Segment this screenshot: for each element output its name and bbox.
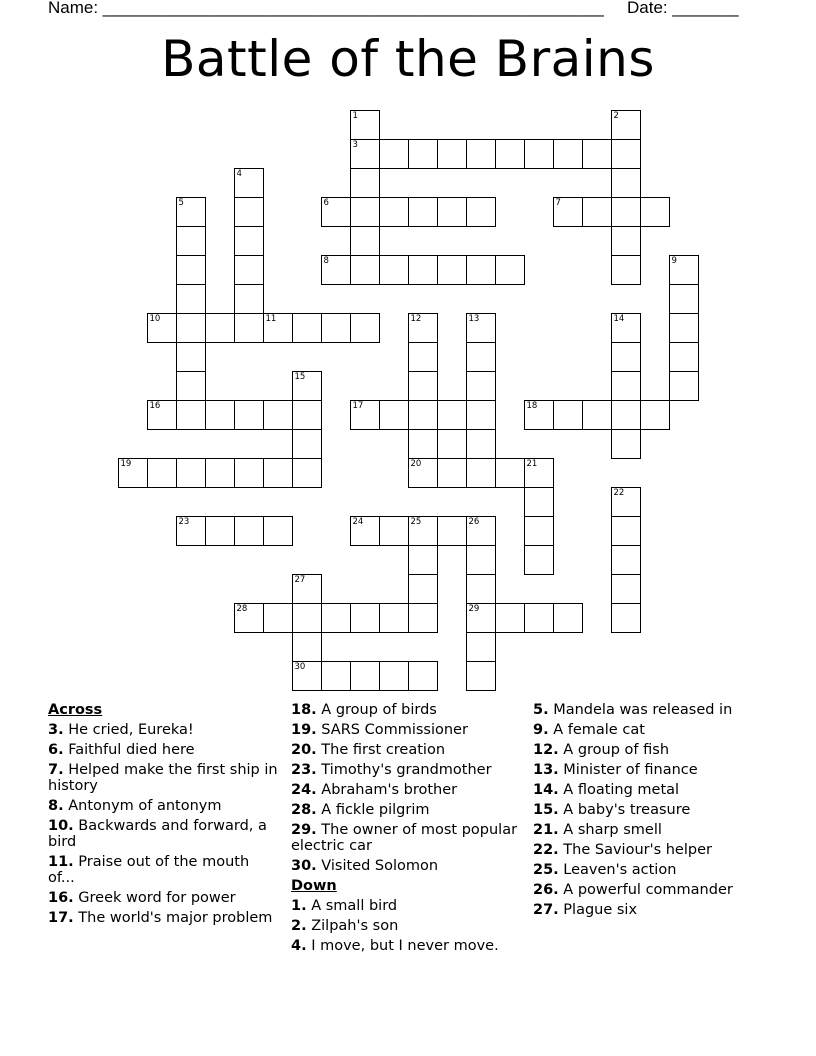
grid-cell[interactable] <box>408 371 438 401</box>
grid-cell[interactable] <box>118 458 148 488</box>
clue-across-10: 10. Backwards and forward, a bird <box>48 818 267 850</box>
grid-cell[interactable] <box>321 197 351 227</box>
grid-cell[interactable] <box>205 313 235 343</box>
grid-cell[interactable] <box>669 313 699 343</box>
page-title: Battle of the Brains <box>161 30 655 88</box>
grid-cell[interactable] <box>350 197 380 227</box>
clue-down-13: 13. Minister of finance <box>533 762 698 778</box>
grid-cell[interactable] <box>408 545 438 575</box>
clue-across-28: 28. A fickle pilgrim <box>291 802 430 818</box>
grid-cell[interactable] <box>611 168 641 198</box>
grid-cell[interactable] <box>350 226 380 256</box>
grid-cell[interactable] <box>263 516 293 546</box>
grid-cell[interactable] <box>611 545 641 575</box>
grid-cell[interactable] <box>466 574 496 604</box>
grid-cell[interactable] <box>611 487 641 517</box>
grid-cell[interactable] <box>611 516 641 546</box>
cell-number: 18 <box>526 400 538 411</box>
grid-cell[interactable] <box>292 429 322 459</box>
cell-number: 30 <box>294 661 306 672</box>
grid-cell[interactable] <box>321 313 351 343</box>
clue-column-2 <box>291 702 523 958</box>
clue-across-23: 23. Timothy's grandmother <box>291 762 492 778</box>
cell-number: 14 <box>613 313 625 324</box>
grid-cell[interactable] <box>234 284 264 314</box>
clue-down-2: 2. Zilpah's son <box>291 918 399 934</box>
grid-cell[interactable] <box>611 139 641 169</box>
grid-cell[interactable] <box>408 342 438 372</box>
grid-cell[interactable] <box>176 255 206 285</box>
grid-cell[interactable] <box>205 400 235 430</box>
grid-cell[interactable] <box>640 197 670 227</box>
grid-cell[interactable] <box>350 400 380 430</box>
grid-cell[interactable] <box>611 197 641 227</box>
grid-cell[interactable] <box>350 313 380 343</box>
cell-number: 3 <box>352 139 358 150</box>
grid-cell[interactable] <box>408 516 438 546</box>
grid-cell[interactable] <box>176 516 206 546</box>
cell-number: 27 <box>294 574 306 585</box>
grid-cell[interactable] <box>234 313 264 343</box>
grid-cell[interactable] <box>466 429 496 459</box>
grid-cell[interactable] <box>350 168 380 198</box>
clue-across-30: 30. Visited Solomon <box>291 858 439 874</box>
grid-cell[interactable] <box>524 458 554 488</box>
grid-cell[interactable] <box>466 400 496 430</box>
grid-cell[interactable] <box>263 603 293 633</box>
grid-cell[interactable] <box>466 371 496 401</box>
grid-cell[interactable] <box>176 458 206 488</box>
grid-cell[interactable] <box>611 574 641 604</box>
grid-cell[interactable] <box>263 400 293 430</box>
grid-cell[interactable] <box>524 139 554 169</box>
grid-cell[interactable] <box>408 603 438 633</box>
cell-number: 21 <box>526 458 538 469</box>
grid-cell[interactable] <box>321 661 351 691</box>
clue-across-6: 6. Faithful died here <box>48 742 195 758</box>
grid-cell[interactable] <box>524 400 554 430</box>
grid-cell[interactable] <box>466 661 496 691</box>
grid-cell[interactable] <box>292 632 322 662</box>
grid-cell[interactable] <box>350 139 380 169</box>
clue-across-20: 20. The first creation <box>291 742 446 758</box>
cell-number: 19 <box>120 458 132 469</box>
grid-cell[interactable] <box>553 139 583 169</box>
grid-cell[interactable] <box>292 313 322 343</box>
grid-cell[interactable] <box>437 197 467 227</box>
clue-across-8: 8. Antonym of antonym <box>48 798 222 814</box>
grid-cell[interactable] <box>408 458 438 488</box>
grid-cell[interactable] <box>234 255 264 285</box>
grid-cell[interactable] <box>234 226 264 256</box>
grid-cell[interactable] <box>147 313 177 343</box>
name-line[interactable]: Name: _____________________________________________________ <box>48 0 604 17</box>
cell-number: 15 <box>294 371 306 382</box>
grid-cell[interactable] <box>176 400 206 430</box>
grid-cell[interactable] <box>408 255 438 285</box>
grid-cell[interactable] <box>408 400 438 430</box>
grid-cell[interactable] <box>176 226 206 256</box>
grid-cell[interactable] <box>408 574 438 604</box>
grid-cell[interactable] <box>263 458 293 488</box>
clue-down-1: 1. A small bird <box>291 898 398 914</box>
cell-number: 22 <box>613 487 625 498</box>
grid-cell[interactable] <box>466 458 496 488</box>
grid-cell[interactable] <box>205 516 235 546</box>
clue-down-12: 12. A group of fish <box>533 742 670 758</box>
grid-cell[interactable] <box>234 197 264 227</box>
clue-across-29: 29. The owner of most popular electric car <box>291 822 518 854</box>
grid-cell[interactable] <box>292 603 322 633</box>
grid-cell[interactable] <box>669 255 699 285</box>
grid-cell[interactable] <box>408 139 438 169</box>
grid-cell[interactable] <box>147 458 177 488</box>
grid-cell[interactable] <box>292 574 322 604</box>
grid-cell[interactable] <box>292 400 322 430</box>
cell-number: 10 <box>149 313 161 324</box>
grid-cell[interactable] <box>582 400 612 430</box>
cell-number: 29 <box>468 603 480 614</box>
grid-cell[interactable] <box>466 632 496 662</box>
grid-cell[interactable] <box>292 661 322 691</box>
grid-cell[interactable] <box>611 603 641 633</box>
cell-number: 26 <box>468 516 480 527</box>
grid-cell[interactable] <box>553 400 583 430</box>
grid-cell[interactable] <box>379 603 409 633</box>
clue-column-3 <box>533 702 765 922</box>
grid-cell[interactable] <box>495 458 525 488</box>
grid-cell[interactable] <box>437 516 467 546</box>
clue-down-5: 5. Mandela was released in <box>533 702 733 718</box>
grid-cell[interactable] <box>379 139 409 169</box>
grid-cell[interactable] <box>350 603 380 633</box>
grid-cell[interactable] <box>263 313 293 343</box>
grid-cell[interactable] <box>350 110 380 140</box>
grid-cell[interactable] <box>582 197 612 227</box>
grid-cell[interactable] <box>176 284 206 314</box>
clue-across-7: 7. Helped make the first ship in history <box>48 762 278 794</box>
grid-cell[interactable] <box>466 342 496 372</box>
cell-number: 17 <box>352 400 364 411</box>
grid-cell[interactable] <box>611 342 641 372</box>
cell-number: 4 <box>236 168 242 179</box>
clue-down-15: 15. A baby's treasure <box>533 802 691 818</box>
cell-number: 13 <box>468 313 480 324</box>
grid-cell[interactable] <box>379 516 409 546</box>
grid-cell[interactable] <box>205 458 235 488</box>
clue-down-27: 27. Plague six <box>533 902 638 918</box>
grid-cell[interactable] <box>669 284 699 314</box>
cell-number: 9 <box>671 255 677 266</box>
date-line[interactable]: Date: _______ <box>627 0 739 17</box>
grid-cell[interactable] <box>176 313 206 343</box>
grid-cell[interactable] <box>176 371 206 401</box>
grid-cell[interactable] <box>466 197 496 227</box>
cell-number: 8 <box>323 255 329 266</box>
clue-across-17: 17. The world's major problem <box>48 910 273 926</box>
grid-cell[interactable] <box>234 458 264 488</box>
cell-number: 25 <box>410 516 422 527</box>
grid-cell[interactable] <box>408 197 438 227</box>
grid-cell[interactable] <box>292 458 322 488</box>
clue-down-9: 9. A female cat <box>533 722 645 738</box>
grid-cell[interactable] <box>495 255 525 285</box>
grid-cell[interactable] <box>611 226 641 256</box>
clue-across-18: 18. A group of birds <box>291 702 437 718</box>
grid-cell[interactable] <box>408 661 438 691</box>
grid-cell[interactable] <box>524 603 554 633</box>
cell-number: 1 <box>352 110 358 121</box>
grid-cell[interactable] <box>553 603 583 633</box>
clue-down-21: 21. A sharp smell <box>533 822 662 838</box>
cell-number: 7 <box>555 197 561 208</box>
grid-cell[interactable] <box>234 168 264 198</box>
grid-cell[interactable] <box>611 313 641 343</box>
clue-down-4: 4. I move, but I never move. <box>291 938 499 954</box>
grid-cell[interactable] <box>611 429 641 459</box>
cell-number: 23 <box>178 516 190 527</box>
grid-cell[interactable] <box>408 313 438 343</box>
grid-cell[interactable] <box>466 516 496 546</box>
grid-cell[interactable] <box>350 255 380 285</box>
cell-number: 24 <box>352 516 364 527</box>
grid-cell[interactable] <box>611 255 641 285</box>
clue-column-1 <box>48 702 280 930</box>
grid-cell[interactable] <box>408 429 438 459</box>
grid-cell[interactable] <box>437 400 467 430</box>
grid-cell[interactable] <box>466 255 496 285</box>
grid-cell[interactable] <box>234 400 264 430</box>
grid-cell[interactable] <box>524 516 554 546</box>
grid-cell[interactable] <box>234 603 264 633</box>
cell-number: 5 <box>178 197 184 208</box>
down-heading: Down <box>291 878 337 894</box>
grid-cell[interactable] <box>234 516 264 546</box>
grid-cell[interactable] <box>466 313 496 343</box>
grid-cell[interactable] <box>611 110 641 140</box>
grid-cell[interactable] <box>611 371 641 401</box>
grid-cell[interactable] <box>437 139 467 169</box>
cell-number: 11 <box>265 313 277 324</box>
grid-cell[interactable] <box>524 487 554 517</box>
grid-cell[interactable] <box>379 661 409 691</box>
grid-cell[interactable] <box>582 139 612 169</box>
clue-across-16: 16. Greek word for power <box>48 890 236 906</box>
grid-cell[interactable] <box>669 371 699 401</box>
grid-cell[interactable] <box>466 545 496 575</box>
grid-cell[interactable] <box>292 371 322 401</box>
grid-cell[interactable] <box>524 545 554 575</box>
cell-number: 6 <box>323 197 329 208</box>
grid-cell[interactable] <box>321 603 351 633</box>
cell-number: 28 <box>236 603 248 614</box>
grid-cell[interactable] <box>379 255 409 285</box>
grid-cell[interactable] <box>611 400 641 430</box>
grid-cell[interactable] <box>466 603 496 633</box>
clue-down-25: 25. Leaven's action <box>533 862 677 878</box>
grid-cell[interactable] <box>379 197 409 227</box>
grid-cell[interactable] <box>669 342 699 372</box>
grid-cell[interactable] <box>350 516 380 546</box>
cell-number: 16 <box>149 400 161 411</box>
cell-number: 12 <box>410 313 422 324</box>
grid-cell[interactable] <box>350 661 380 691</box>
clue-across-24: 24. Abraham's brother <box>291 782 458 798</box>
grid-cell[interactable] <box>176 197 206 227</box>
grid-cell[interactable] <box>495 603 525 633</box>
grid-cell[interactable] <box>379 400 409 430</box>
clue-across-3: 3. He cried, Eureka! <box>48 722 194 738</box>
clue-down-14: 14. A floating metal <box>533 782 680 798</box>
grid-cell[interactable] <box>640 400 670 430</box>
clue-down-26: 26. A powerful commander <box>533 882 733 898</box>
grid-cell[interactable] <box>176 342 206 372</box>
grid-cell[interactable] <box>437 458 467 488</box>
grid-cell[interactable] <box>495 139 525 169</box>
clue-across-11: 11. Praise out of the mouth of... <box>48 854 250 886</box>
grid-cell[interactable] <box>553 197 583 227</box>
grid-cell[interactable] <box>321 255 351 285</box>
grid-cell[interactable] <box>147 400 177 430</box>
grid-cell[interactable] <box>437 255 467 285</box>
cell-number: 2 <box>613 110 619 121</box>
grid-cell[interactable] <box>466 139 496 169</box>
clue-down-22: 22. The Saviour's helper <box>533 842 712 858</box>
cell-number: 20 <box>410 458 422 469</box>
across-heading: Across <box>48 702 103 718</box>
clue-across-19: 19. SARS Commissioner <box>291 722 468 738</box>
